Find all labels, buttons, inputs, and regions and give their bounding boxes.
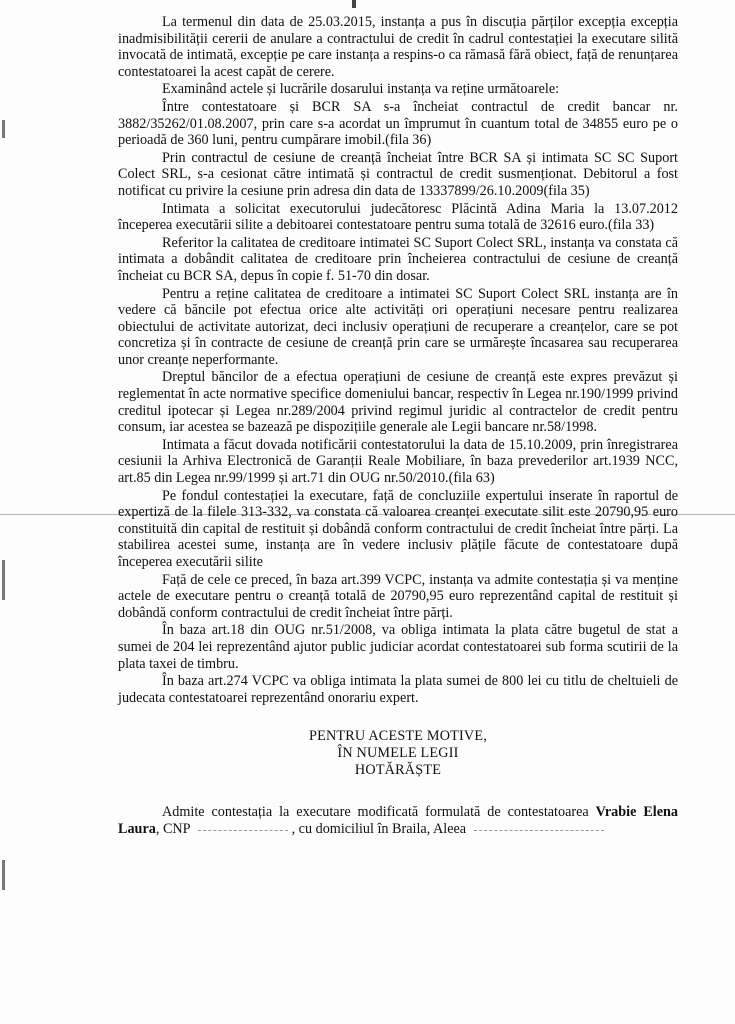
scan-edge-mark (2, 860, 5, 890)
scan-edge-mark (2, 560, 5, 600)
final-paragraph (118, 804, 678, 837)
redacted-cnp (198, 828, 288, 831)
paragraph: Intimata a solicitat executorului judecătoresc Plăcintă Adina Maria la 13.07.2012 începerea executării silite a debitoarei contestatoare pentru suma totală de 32616 euro.(fila 33) (118, 200, 678, 234)
final-text: Admite contestația la executare modificată formulată de contestatoarea (162, 804, 589, 821)
paragraph: În baza art.18 din OUG nr.51/2008, va obliga intimata la plata către bugetul de stat a sumei de 204 lei reprezentând ajutor public judiciar acordat contestatoarei sub forma scutirii de la plata taxei de timbru. (118, 622, 678, 672)
redacted-address (474, 828, 604, 831)
paragraph: Prin contractul de cesiune de creanță încheiat între BCR SA și intimata SC SC Suport Colect SRL, s-a cesionat către intimată și contractul de credit susmenționat. Debitorul a fost notificat cu privire la cesiune prin adresa din data de 13337899/26.10.2009(fila 35) (118, 149, 678, 199)
paragraph: Față de cele ce preced, în baza art.399 VCPC, instanța va admite contestația și va menține actele de executare pentru o creanță totală de 20790,95 euro reprezentând capital de restituit și dobândă conform contractului de credit încheiat între părți. (118, 571, 678, 621)
heading-line: ÎN NUMELE LEGII (337, 744, 459, 761)
heading-line: HOTĂRĂȘTE (354, 761, 442, 778)
final-text: , cu domiciliul în Braila, Aleea (291, 820, 467, 837)
paragraph: Pe fondul contestației la executare, față de concluziile expertului inserate în raportul de expertiză de la filele 313-332, va constata că valoarea creanței executate silit este 20790,95 euro constituită din capital de restituit și dobândă conform contractului de credit încheiat între părți. La stabilirea acestei sume, instanța are în vedere inclusiv plățile făcute de contestatoare după începerea executării silite (118, 487, 678, 570)
paragraph: Între contestatoare și BCR SA s-a încheiat contractul de credit bancar nr. 3882/35262/01.08.2007, prin care s-a acordat un împrumut în cuantum total de 34855 euro pe o perioadă de 360 luni, pentru cumpărare imobil.(fila 36) (118, 98, 678, 149)
ruling-heading (118, 728, 678, 778)
paragraph: Pentru a reține calitatea de creditoare a intimatei SC Suport Colect SRL instanța are în vedere că băncile pot efectua orice alte activități ori operațiuni necesare pentru realizarea obiectului de activitate autorizat, deci inclusiv operațiuni de recuperare a creanțelor, care se pot concretiza și în contracte de cesiune de creanță prin care se urmărește încasarea sau recuperarea unor creanțe neperformante. (118, 285, 678, 368)
paragraph: Examinând actele și lucrările dosarului instanța va reține următoarele: (162, 81, 560, 98)
paragraph: Dreptul băncilor de a efectua operațiuni de cesiune de creanță este expres prevăzut și reglementat în acte normative specifice domeniului bancar, respectiv în Legea nr.190/1999 privind creditul ipotecar și Legea nr.289/2004 privind regimul juridic al contractelor de credit pentru consum, iar acestea se bazează pe dispozițiile generale ale Legii bancare nr.58/1998. (118, 369, 678, 436)
contestant-name: Vrabie Elena Laura (118, 804, 679, 837)
paragraph: La termenul din data de 25.03.2015, instanța a pus în discuția părților excepția excepția inadmisibilității cererii de anulare a contractului de credit în cadrul contestației la executare silită invocată de intimată, excepție pe care instanța a respins-o ca rămasă fără obiect, față de renunțarea contestatoarei la acest capăt de cerere. (118, 14, 678, 80)
paragraph: Intimata a făcut dovada notificării contestatorului la data de 15.10.2009, prin înregistrarea cesiunii la Arhiva Electronică de Garanții Reale Mobiliare, în baza prevederilor art.1939 NCC, art.85 din Legea nr.99/1999 și art.71 din OUG nr.50/2010.(fila 63) (118, 436, 678, 487)
paragraph: Referitor la calitatea de creditoare intimatei SC Suport Colect SRL, instanța va constata că intimata a dobândit calitatea de creditoare prin încheierea contractului de cesiune de creanță încheiat cu BCR SA, depus în copie f. 51-70 din dosar. (118, 234, 678, 284)
final-text: , CNP (155, 820, 191, 837)
scan-mark (352, 0, 356, 8)
scan-edge-mark (2, 120, 5, 138)
heading-line: PENTRU ACESTE MOTIVE, (309, 728, 487, 745)
paragraph: În baza art.274 VCPC va obliga intimata la plata sumei de 800 lei cu titlu de cheltuieli de judecata contestatoarei reprezentând onorariu expert. (118, 673, 678, 706)
document-body (118, 14, 678, 838)
